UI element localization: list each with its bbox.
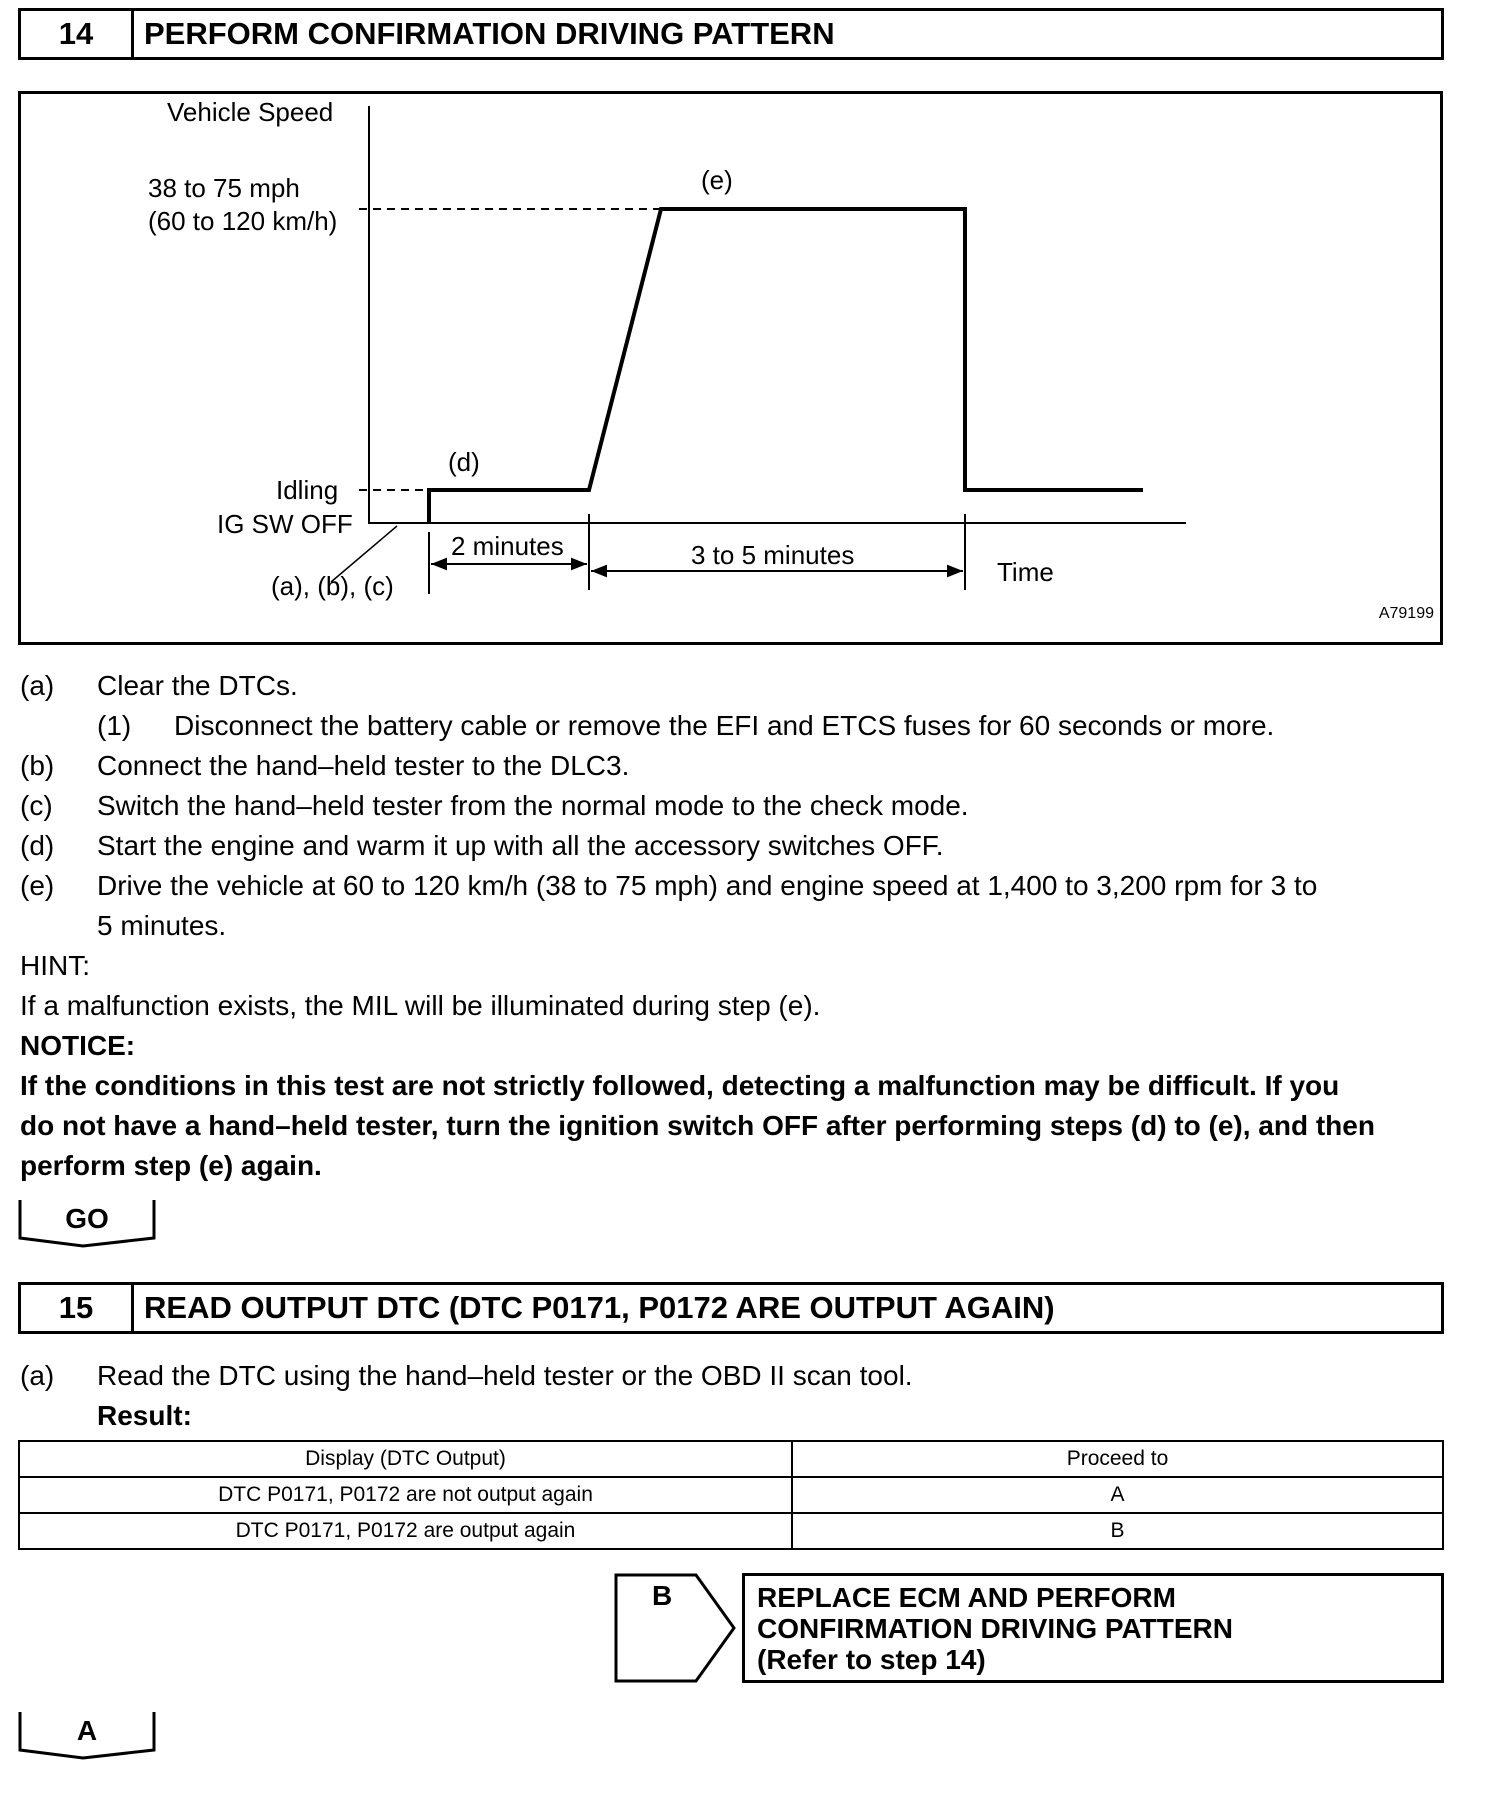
branch-b-action-box <box>742 1573 1444 1683</box>
step-e-label: (e) <box>20 870 55 901</box>
x-axis-label: Time <box>997 557 1054 587</box>
a-label: A <box>76 1715 98 1746</box>
action-line: CONFIRMATION DRIVING PATTERN <box>757 1613 1233 1644</box>
duration-d-label: 2 minutes <box>451 531 564 561</box>
step-15-header <box>18 1282 1444 1334</box>
column-header: Display (DTC Output) <box>19 1441 792 1477</box>
step-title: PERFORM CONFIRMATION DRIVING PATTERN <box>144 16 835 51</box>
speed-profile-line <box>429 209 1143 523</box>
label-abc: (a), (b), (c) <box>271 571 394 601</box>
driving-pattern-diagram <box>18 91 1443 645</box>
substep-1-text: Disconnect the battery cable or remove the EFI and ETCS fuses for 60 seconds or more. <box>174 710 1275 741</box>
step-14-header <box>18 8 1444 60</box>
step-b-text: Connect the hand–held tester to the DLC3. <box>97 750 630 781</box>
figure-id: A79199 <box>1378 605 1434 622</box>
column-header: Proceed to <box>792 1441 1443 1477</box>
step-number: 14 <box>21 11 134 57</box>
step-e-text-cont: 5 minutes. <box>97 910 227 941</box>
step-c-text: Switch the hand–held tester from the normal mode to the check mode. <box>97 790 969 821</box>
step-a-text: Clear the DTCs. <box>97 670 298 701</box>
table-row <box>19 1513 1443 1549</box>
step-title: READ OUTPUT DTC (DTC P0171, P0172 ARE OUTPUT AGAIN) <box>144 1290 1055 1325</box>
notice-heading: NOTICE: <box>20 1030 136 1061</box>
speed-mph-label: 38 to 75 mph <box>148 173 300 203</box>
go-label: GO <box>65 1203 109 1234</box>
result-label: Result: <box>97 1400 192 1431</box>
step-a-label: (a) <box>20 670 55 701</box>
table-row <box>19 1477 1443 1513</box>
step-number: 15 <box>21 1285 134 1331</box>
step-c-label: (c) <box>20 790 53 821</box>
step15-a-text: Read the DTC using the hand–held tester or the OBD II scan tool. <box>97 1360 913 1391</box>
step15-a-label: (a) <box>20 1360 55 1391</box>
table-cell: A <box>792 1477 1443 1513</box>
branch-b-marker <box>614 1573 738 1683</box>
substep-1-label: (1) <box>97 710 132 741</box>
table-cell: DTC P0171, P0172 are output again <box>19 1513 792 1549</box>
y-axis-label: Vehicle Speed <box>167 97 334 127</box>
branch-b-label: B <box>652 1580 673 1611</box>
label-d: (d) <box>448 447 480 477</box>
notice-line: perform step (e) again. <box>20 1150 322 1181</box>
go-marker <box>18 1198 156 1248</box>
action-line: REPLACE ECM AND PERFORM <box>757 1582 1176 1613</box>
notice-line: do not have a hand–held tester, turn the ignition switch OFF after performing steps (d) to (e), and then <box>20 1110 1375 1141</box>
duration-e-label: 3 to 5 minutes <box>691 540 855 570</box>
label-e: (e) <box>701 165 733 195</box>
a-marker <box>18 1710 156 1760</box>
step-b-label: (b) <box>20 750 55 781</box>
table-header-row <box>19 1441 1443 1477</box>
step-d-text: Start the engine and warm it up with all the accessory switches OFF. <box>97 830 944 861</box>
hint-text: If a malfunction exists, the MIL will be illuminated during step (e). <box>20 990 821 1021</box>
table-cell: B <box>792 1513 1443 1549</box>
notice-line: If the conditions in this test are not strictly followed, detecting a malfunction may be difficult. If you <box>20 1070 1340 1101</box>
speed-kmh-label: (60 to 120 km/h) <box>148 206 338 236</box>
result-table <box>18 1440 1444 1550</box>
action-line: (Refer to step 14) <box>757 1644 986 1675</box>
branch-b-arrow-shape <box>614 1573 738 1683</box>
idling-label: Idling <box>276 475 339 505</box>
hint-heading: HINT: <box>20 950 90 981</box>
table-cell: DTC P0171, P0172 are not output again <box>19 1477 792 1513</box>
ig-sw-off-label: IG SW OFF <box>217 509 353 539</box>
step-e-text: Drive the vehicle at 60 to 120 km/h (38 to 75 mph) and engine speed at 1,400 to 3,200 rpm for 3 to <box>97 870 1318 901</box>
step-d-label: (d) <box>20 830 55 861</box>
